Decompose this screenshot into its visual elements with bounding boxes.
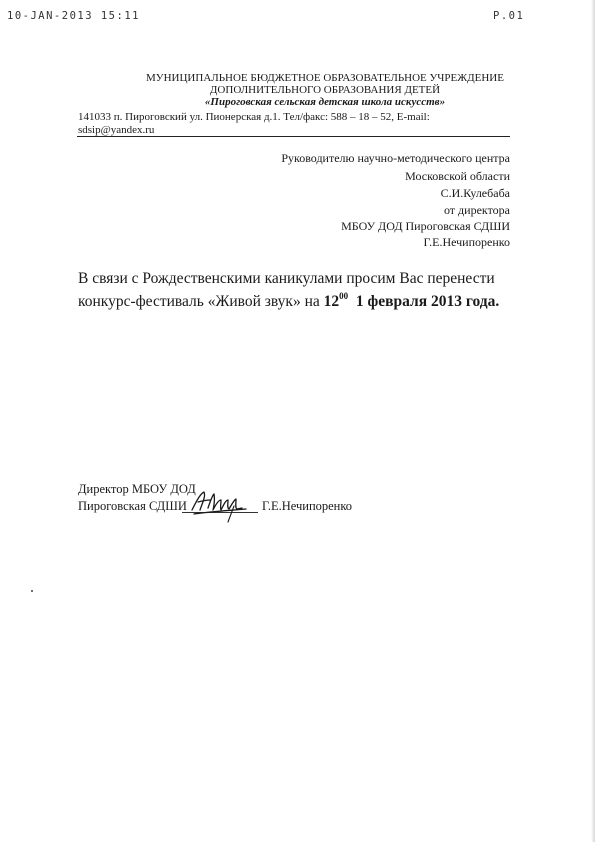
recipient-line-2: Московской области [405,169,510,183]
recipient-line-5: МБОУ ДОД Пироговская СДШИ [341,219,510,233]
handwritten-signature [186,484,258,524]
event-time-minutes: 00 [339,291,349,301]
recipient-line-3: С.И.Кулебаба [440,186,510,200]
school-name: «Пироговская сельская детская школа искусств» [204,96,446,108]
org-name-line2: ДОПОЛНИТЕЛЬНОГО ОБРАЗОВАНИЯ ДЕТЕЙ [209,84,441,96]
signatory-name: Г.Е.Нечипоренко [262,499,353,513]
recipient-line-6: Г.Е.Нечипоренко [423,235,510,249]
org-name-line1: МУНИЦИПАЛЬНОЕ БЮДЖЕТНОЕ ОБРАЗОВАТЕЛЬНОЕ УЧРЕЖДЕНИЕ [146,72,504,84]
body-text-line-2-prefix: конкурс-фестиваль «Живой звук» на [78,293,324,310]
letterhead-divider [77,136,510,137]
body-text-line-1: В связи с Рождественскими каникулами просим Вас перенести [78,270,495,287]
scan-speck [31,590,33,592]
signatory-org: Пироговская СДШИ [78,499,187,513]
recipient-line-1: Руководителю научно-методического центра [281,151,510,165]
fax-page-number: P.01 [493,10,525,22]
event-date: 1 февраля 2013 года. [355,293,500,310]
signatory-title: Директор МБОУ ДОД [78,482,196,496]
scan-edge-shadow [591,0,595,842]
contact-address: 141033 п. Пироговский ул. Пионерская д.1. Тел/факс: 588 – 18 – 52, E-mail: [78,111,430,123]
contact-email: sdsip@yandex.ru [78,124,155,136]
recipient-line-4: от директора [443,203,510,217]
fax-timestamp: 10-JAN-2013 15:11 [7,10,140,22]
body-text-line-2 [78,291,499,311]
event-time-hour: 12 [323,293,340,310]
